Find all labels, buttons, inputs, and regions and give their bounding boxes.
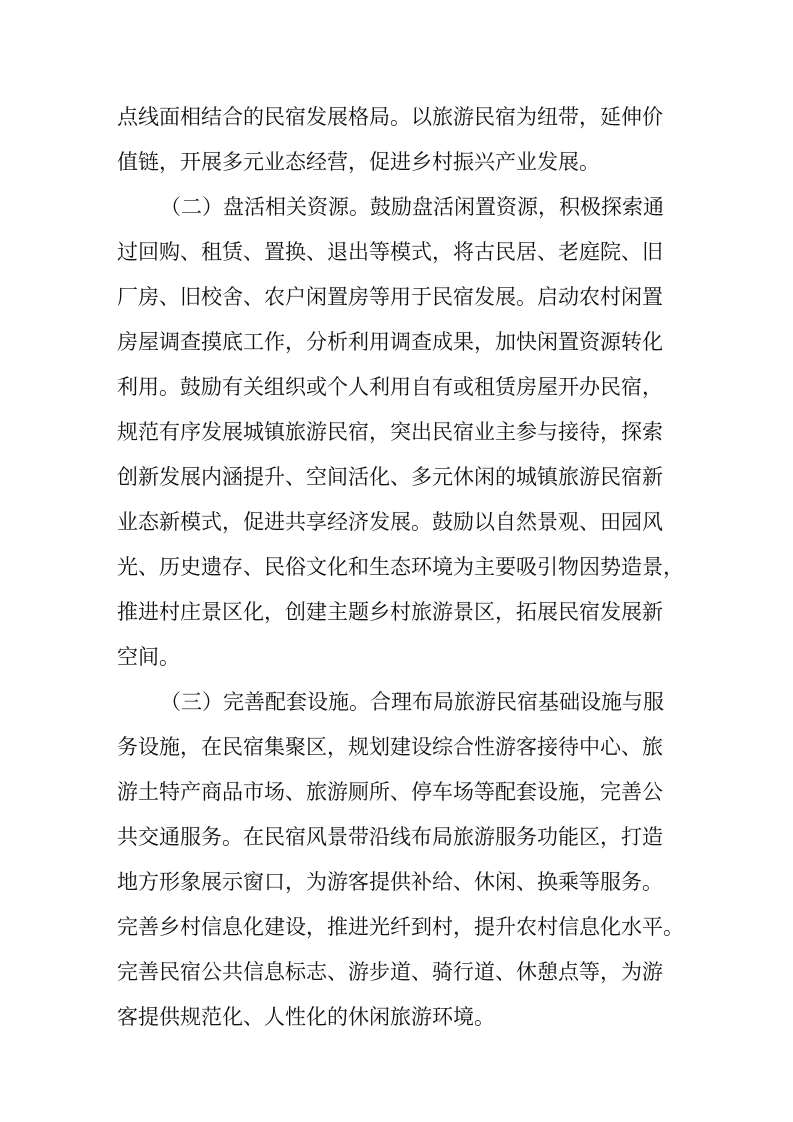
body-line: 完善乡村信息化建设，推进光纤到村，提升农村信息化水平。 xyxy=(117,915,684,939)
body-line: 值链，开展多元业态经营，促进乡村振兴产业发展。 xyxy=(117,150,600,174)
section-3-heading: （三）完善配套设施。 xyxy=(160,690,370,714)
body-line: 过回购、租赁、置换、退出等模式，将古民居、老庭院、旧 xyxy=(117,240,663,264)
body-line: 房屋调查摸底工作，分析利用调查成果，加快闲置资源转化 xyxy=(117,330,663,354)
body-line: 务设施，在民宿集聚区，规划建设综合性游客接待中心、旅 xyxy=(117,735,663,759)
body-line: 利用。鼓励有关组织或个人利用自有或租赁房屋开办民宿， xyxy=(117,375,663,399)
body-line: 共交通服务。在民宿风景带沿线布局旅游服务功能区，打造 xyxy=(117,825,663,849)
body-text: 合理布局旅游民宿基础设施与服 xyxy=(370,690,664,714)
body-line: 厂房、旧校舍、农户闲置房等用于民宿发展。启动农村闲置 xyxy=(117,285,663,309)
body-line: 规范有序发展城镇旅游民宿，突出民宿业主参与接待，探索 xyxy=(117,420,663,444)
body-line: 创新发展内涵提升、空间活化、多元休闲的城镇旅游民宿新 xyxy=(117,465,663,489)
body-line: 地方形象展示窗口，为游客提供补给、休闲、换乘等服务。 xyxy=(117,870,663,894)
section-2-paragraph-start xyxy=(160,187,680,227)
section-2-heading: （二）盘活相关资源。 xyxy=(160,195,370,219)
body-line: 点线面相结合的民宿发展格局。以旅游民宿为纽带，延伸价 xyxy=(117,105,663,129)
body-line: 推进村庄景区化，创建主题乡村旅游景区，拓展民宿发展新 xyxy=(117,600,663,624)
body-line: 客提供规范化、人性化的休闲旅游环境。 xyxy=(117,1005,495,1029)
body-line: 游土特产商品市场、旅游厕所、停车场等配套设施，完善公 xyxy=(117,780,663,804)
section-3-paragraph-start xyxy=(160,682,680,722)
body-line: 业态新模式，促进共享经济发展。鼓励以自然景观、田园风 xyxy=(117,510,663,534)
body-text: 鼓励盘活闲置资源，积极探索通 xyxy=(370,195,664,219)
body-line: 光、历史遗存、民俗文化和生态环境为主要吸引物因势造景， xyxy=(117,555,684,579)
body-line: 空间。 xyxy=(117,645,180,669)
body-line: 完善民宿公共信息标志、游步道、骑行道、休憩点等，为游 xyxy=(117,960,663,984)
